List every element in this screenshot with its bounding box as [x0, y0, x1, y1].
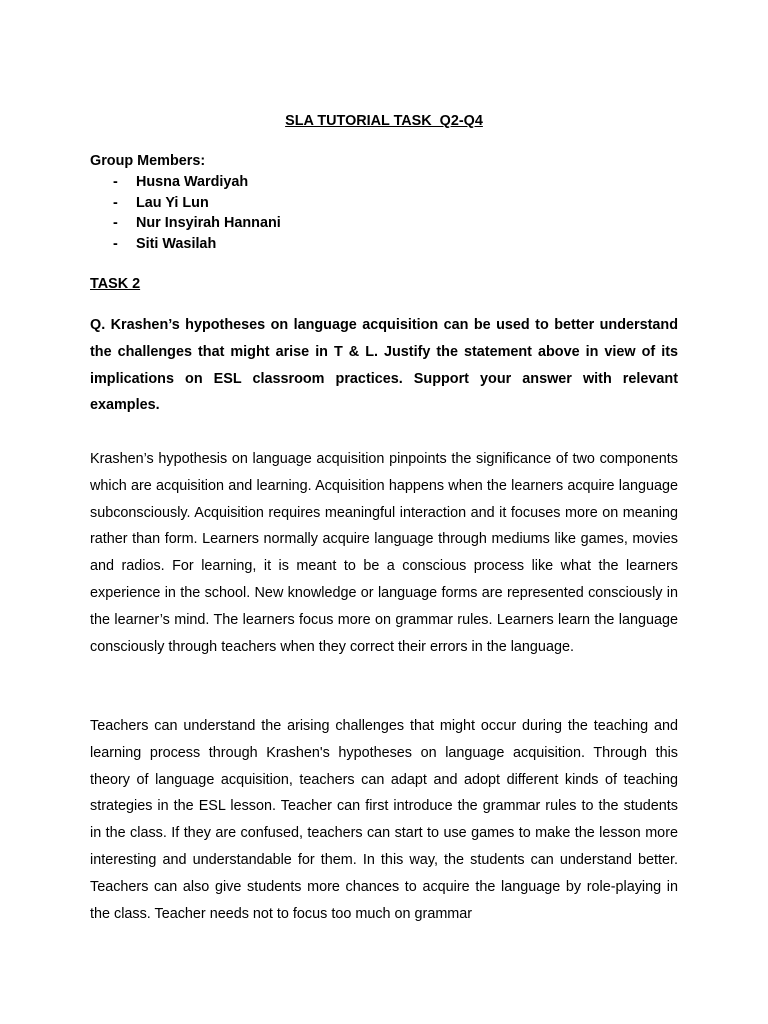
body-paragraph: Krashen’s hypothesis on language acquisition pinpoints the significance of two components which are acquisition and learning. Acquisition happens when the learners acquire language subconsciously. Acquisition requires meaningful interaction and it focuses more on meaning rather than form. Learners normally acquire language through mediums like games, movies and radios. For learning, it is meant to be a conscious process like what the learners experience in the school. New knowledge or language forms are represented consciously in the learner’s mind. The learners focus more on grammar rules. Learners learn the language consciously through teachers when they correct their errors in the language. — [90, 451, 678, 655]
task-heading: TASK 2 — [90, 276, 141, 292]
bullet-dash: - — [113, 194, 118, 211]
question-paragraph: Q. Krashen’s hypotheses on language acquisition can be used to better understand the challenges that might arise in T & L. Justify the statement above in view of its implications on ESL classroom practices. Support your answer with relevant examples. — [90, 317, 678, 414]
list-item — [90, 173, 281, 194]
group-members-list — [90, 173, 281, 256]
bullet-dash: - — [113, 174, 118, 190]
bullet-dash: - — [113, 236, 118, 253]
member-name: Lau Yi Lun — [136, 194, 209, 211]
member-name: Nur Insyirah Hannani — [136, 215, 281, 232]
list-item — [90, 235, 281, 256]
member-name: Siti Wasilah — [136, 236, 217, 253]
body-paragraph: Teachers can understand the arising challenges that might occur during the teaching and learning process through Krashen's hypotheses on language acquisition. Through this theory of language acquisition, teachers can adapt and adopt different kinds of teaching strategies in the ESL lesson. Teacher can first introduce the grammar rules to the students in the class. If they are confused, teachers can start to use games to make the lesson more interesting and understandable for them. In this way, the students can understand better. Teachers can also give students more chances to acquire the language by role-playing in the class. Teacher needs not to focus too much on grammar — [90, 718, 678, 922]
list-item — [90, 214, 281, 235]
document-title: SLA TUTORIAL TASK Q2-Q4 — [285, 113, 483, 129]
group-members-label: Group Members: — [90, 153, 206, 169]
bullet-dash: - — [113, 215, 118, 232]
member-name: Husna Wardiyah — [136, 174, 249, 190]
list-item — [90, 194, 281, 215]
